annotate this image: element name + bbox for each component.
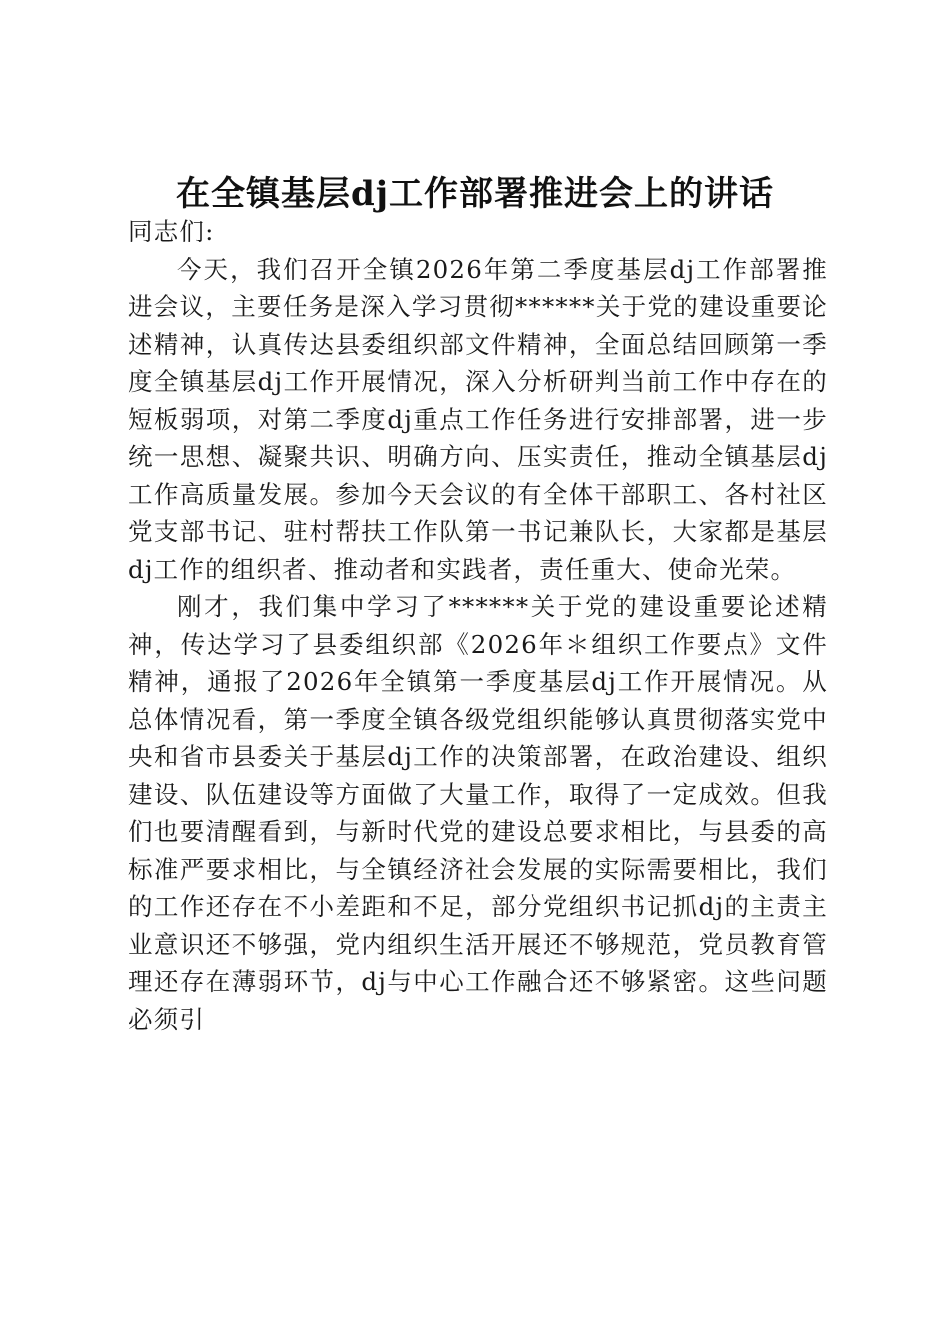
paragraph-1: 今天，我们召开全镇2026年第二季度基层dj工作部署推进会议，主要任务是深入学习贯彻******关于党的建设重要论述精神，认真传达县委组织部文件精神，全面总结回顾第一季度全镇基层dj工作开展情况，深入分析研判当前工作中存在的短板弱项，对第二季度dj重点工作任务进行安排部署，进一步统一思想、凝聚共识、明确方向、压实责任，推动全镇基层dj工作高质量发展。参加今天会议的有全体干部职工、各村社区党支部书记、驻村帮扶工作队第一书记兼队长，大家都是基层dj工作的组织者、推动者和实践者，责任重大、使命光荣。 [128, 254, 828, 584]
paragraph-2: 刚才，我们集中学习了******关于党的建设重要论述精神，传达学习了县委组织部《2026年＊组织工作要点》文件精神，通报了2026年全镇第一季度基层dj工作开展情况。从总体情况看，第一季度全镇各级党组织能够认真贯彻落实党中央和省市县委关于基层dj工作的决策部署，在政治建设、组织建设、队伍建设等方面做了大量工作，取得了一定成效。但我们也要清醒看到，与新时代党的建设总要求相比，与县委的高标准严要求相比，与全镇经济社会发展的实际需要相比，我们的工作还存在不小差距和不足，部分党组织书记抓dj的主责主业意识还不够强，党内组织生活开展还不够规范，党员教育管理还存在薄弱环节，dj与中心工作融合还不够紧密。这些问题必须引 [128, 592, 828, 1034]
salutation: 同志们: [128, 217, 215, 246]
document-title: 在全镇基层dj工作部署推进会上的讲话 [175, 174, 775, 214]
document-body [128, 213, 828, 1038]
